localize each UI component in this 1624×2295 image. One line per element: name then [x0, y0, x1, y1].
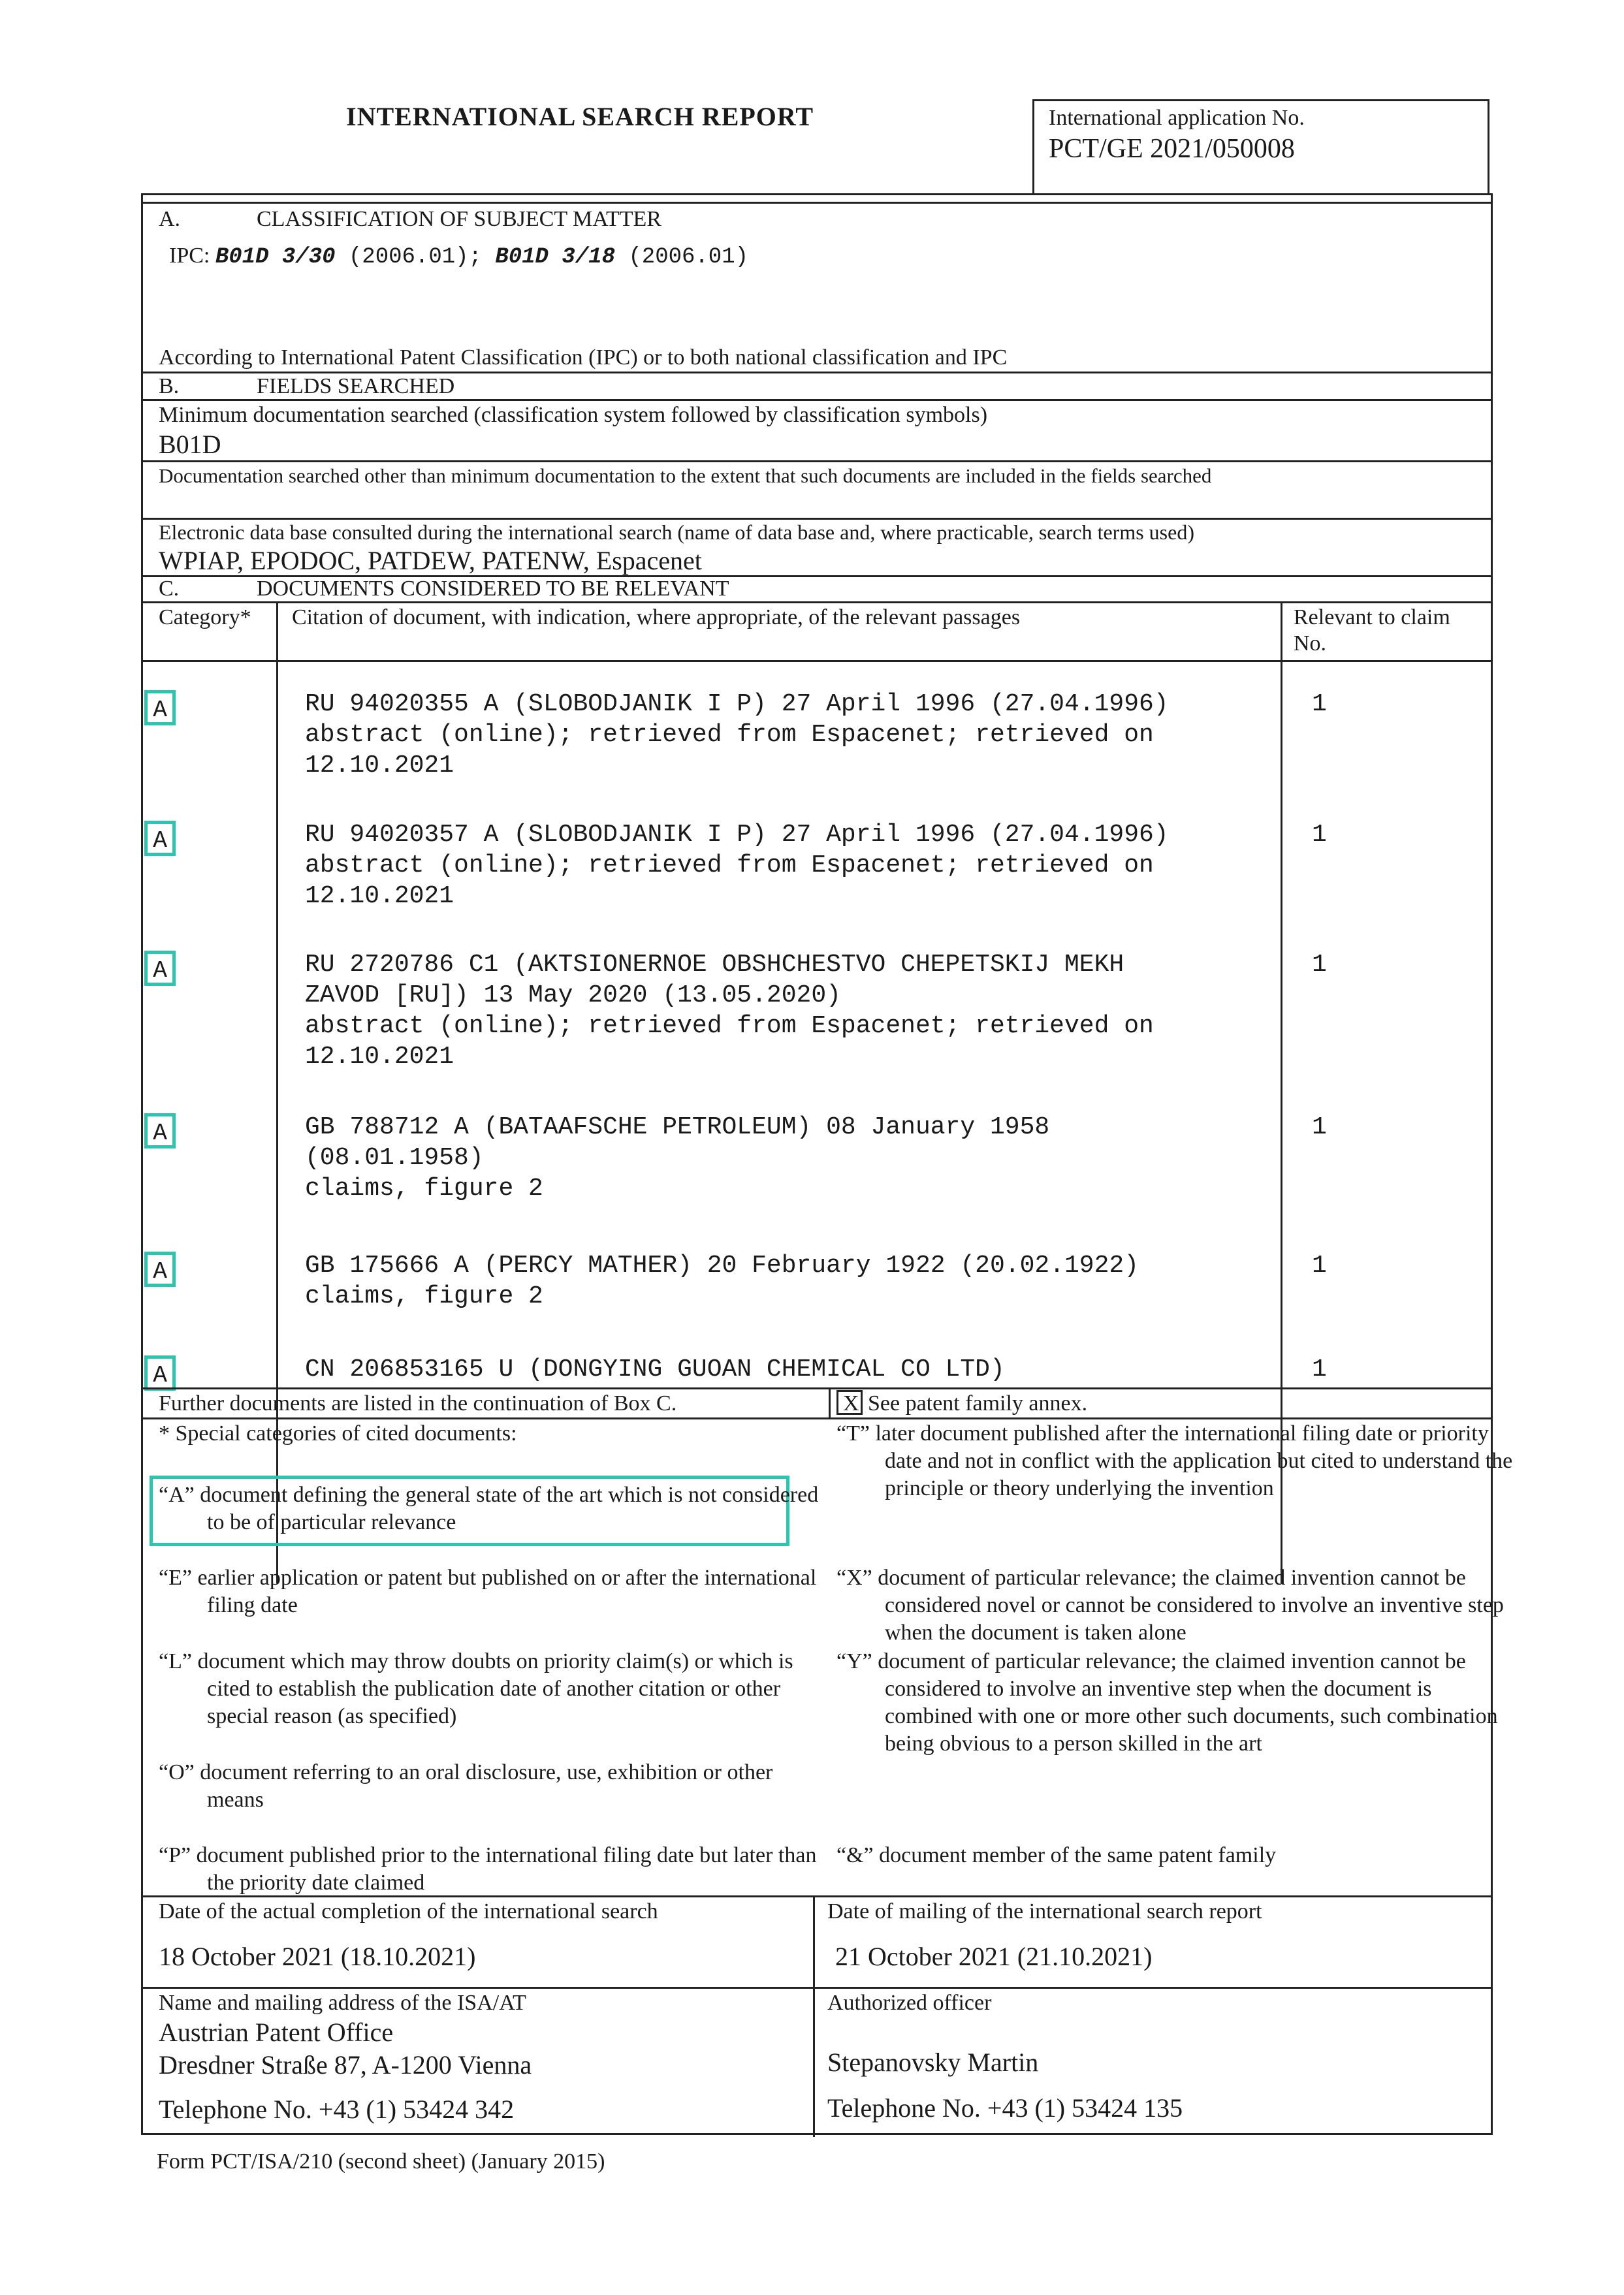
family-checkbox-mark: X [843, 1391, 859, 1416]
category-label: A [153, 697, 167, 723]
category-label: A [153, 1120, 167, 1147]
category-badge [144, 1355, 176, 1391]
mailing-date: 21 October 2021 (21.10.2021) [835, 1942, 1153, 1971]
isa-label: Name and mailing address of the ISA/AT [159, 1991, 526, 2015]
ipc-line [159, 232, 748, 281]
report-title: INTERNATIONAL SEARCH REPORT [346, 102, 814, 131]
category-badge [144, 1113, 176, 1148]
min-doc-value: B01D [159, 430, 221, 459]
claim-number: 1 [1312, 1252, 1327, 1280]
citation-text: GB 175666 A (PERCY MATHER) 20 February 1922 (20.02.1922) claims, figure 2 [305, 1252, 1139, 1310]
category-badge [144, 821, 176, 856]
col-relevant-line2: No. [1294, 631, 1327, 656]
category-badge [144, 951, 176, 986]
section-b-letter: B. [159, 374, 180, 398]
category-l-definition: “L” document which may throw doubts on priority claim(s) or which is cited to establish the publication date of another citation or other special reason (as specified) [159, 1649, 793, 1728]
category-x-definition: “X” document of particular relevance; the claimed invention cannot be considered novel or cannot be considered to involve an inventive step when the document is taken alone [836, 1566, 1504, 1645]
category-y-definition: “Y” document of particular relevance; the claimed invention cannot be considered to involve an inventive step when the document is combined with one or more other such documents, such combination being obvious to a person skilled in the art [836, 1649, 1498, 1756]
application-number-label: International application No. [1049, 106, 1305, 130]
citation-text: CN 206853165 U (DONGYING GUOAN CHEMICAL CO LTD) [305, 1355, 1005, 1384]
section-c-heading: DOCUMENTS CONSIDERED TO BE RELEVANT [257, 577, 729, 601]
ipc-code-2: B01D 3/18 [495, 245, 615, 270]
officer-telephone: Telephone No. +43 (1) 53424 135 [827, 2093, 1183, 2123]
claim-number: 1 [1312, 1355, 1327, 1384]
citation-text: RU 94020357 A (SLOBODJANIK I P) 27 April 1996 (27.04.1996) abstract (online); retrieved from Espacenet; retrieved on 12.10.2021 [305, 821, 1169, 910]
application-number: PCT/GE 2021/050008 [1049, 134, 1295, 164]
edb-label: Electronic data base consulted during the international search (name of data base and, where practicable, search terms used) [159, 520, 1194, 544]
category-o-definition: “O” document referring to an oral disclosure, use, exhibition or other means [159, 1760, 773, 1812]
claim-number: 1 [1312, 951, 1327, 979]
claim-number: 1 [1312, 821, 1327, 849]
ipc-note: According to International Patent Classification (IPC) or to both national classification and IPC [159, 345, 1008, 370]
min-doc-label: Minimum documentation searched (classification system followed by classification symbols) [159, 403, 988, 427]
citation-text: RU 94020355 A (SLOBODJANIK I P) 27 April 1996 (27.04.1996) abstract (online); retrieved from Espacenet; retrieved on 12.10.2021 [305, 690, 1169, 780]
officer-name: Stepanovsky Martin [827, 2048, 1039, 2077]
col-relevant-line1: Relevant to claim [1294, 605, 1450, 629]
claim-number: 1 [1312, 690, 1327, 718]
continuation-text: Further documents are listed in the continuation of Box C. [159, 1391, 677, 1416]
mailing-date-label: Date of mailing of the international search report [827, 1899, 1262, 1923]
edb-value: WPIAP, EPODOC, PATDEW, PATENW, Espacenet [159, 546, 702, 575]
ipc-prefix: IPC: [169, 244, 215, 268]
family-annex-text: See patent family annex. [868, 1391, 1088, 1416]
ipc-version-2: (2006.01) [614, 245, 749, 270]
ipc-code-1: B01D 3/30 [215, 245, 336, 270]
isa-office: Austrian Patent Office [159, 2018, 394, 2047]
form-reference: Form PCT/ISA/210 (second sheet) (January 2015) [157, 2149, 605, 2174]
category-a-definition: “A” document defining the general state of the art which is not considered to be of particular relevance [159, 1483, 819, 1534]
category-label: A [153, 1362, 167, 1389]
category-badge [144, 1252, 176, 1287]
family-checkbox[interactable] [836, 1390, 863, 1415]
section-c-letter: C. [159, 577, 180, 601]
completion-date-label: Date of the actual completion of the international search [159, 1899, 658, 1923]
category-amp-definition: “&” document member of the same patent family [836, 1843, 1277, 1867]
category-label: A [153, 1258, 167, 1285]
citation-text: RU 2720786 C1 (AKTSIONERNOE OBSHCHESTVO CHEPETSKIJ MEKH ZAVOD [RU]) 13 May 2020 (13.05.2020) abstract (online); retrieved from Espacenet; retrieved on 12.10.2021 [305, 951, 1154, 1071]
category-e-definition: “E” earlier application or patent but published on or after the international filing date [159, 1566, 817, 1617]
category-t-definition: “T” later document published after the international filing date or priority date and not in conflict with the application but cited to understand the principle or theory underlying the invention [836, 1421, 1513, 1500]
categories-heading: * Special categories of cited documents: [159, 1421, 517, 1446]
isa-telephone: Telephone No. +43 (1) 53424 342 [159, 2095, 515, 2124]
section-b-heading: FIELDS SEARCHED [257, 374, 455, 398]
citation-text: GB 788712 A (BATAAFSCHE PETROLEUM) 08 January 1958 (08.01.1958) claims, figure 2 [305, 1113, 1050, 1203]
other-doc-label: Documentation searched other than minimum documentation to the extent that such documents are included in the fields searched [159, 464, 1212, 487]
main-frame [141, 193, 1513, 2135]
category-label: A [153, 827, 167, 854]
claim-number: 1 [1312, 1113, 1327, 1141]
application-number-box [1032, 99, 1489, 193]
officer-label: Authorized officer [827, 1991, 992, 2015]
col-category: Category* [159, 605, 251, 629]
ipc-version-1: (2006.01); [335, 245, 496, 270]
category-badge [144, 690, 176, 725]
category-label: A [153, 957, 167, 984]
completion-date: 18 October 2021 (18.10.2021) [159, 1942, 476, 1971]
col-citation: Citation of document, with indication, where appropriate, of the relevant passages [292, 605, 1021, 629]
section-a-heading: CLASSIFICATION OF SUBJECT MATTER [257, 207, 661, 231]
isa-address: Dresdner Straße 87, A-1200 Vienna [159, 2050, 532, 2080]
category-p-definition: “P” document published prior to the international filing date but later than the priority date claimed [159, 1843, 817, 1895]
section-a-letter: A. [159, 207, 181, 231]
